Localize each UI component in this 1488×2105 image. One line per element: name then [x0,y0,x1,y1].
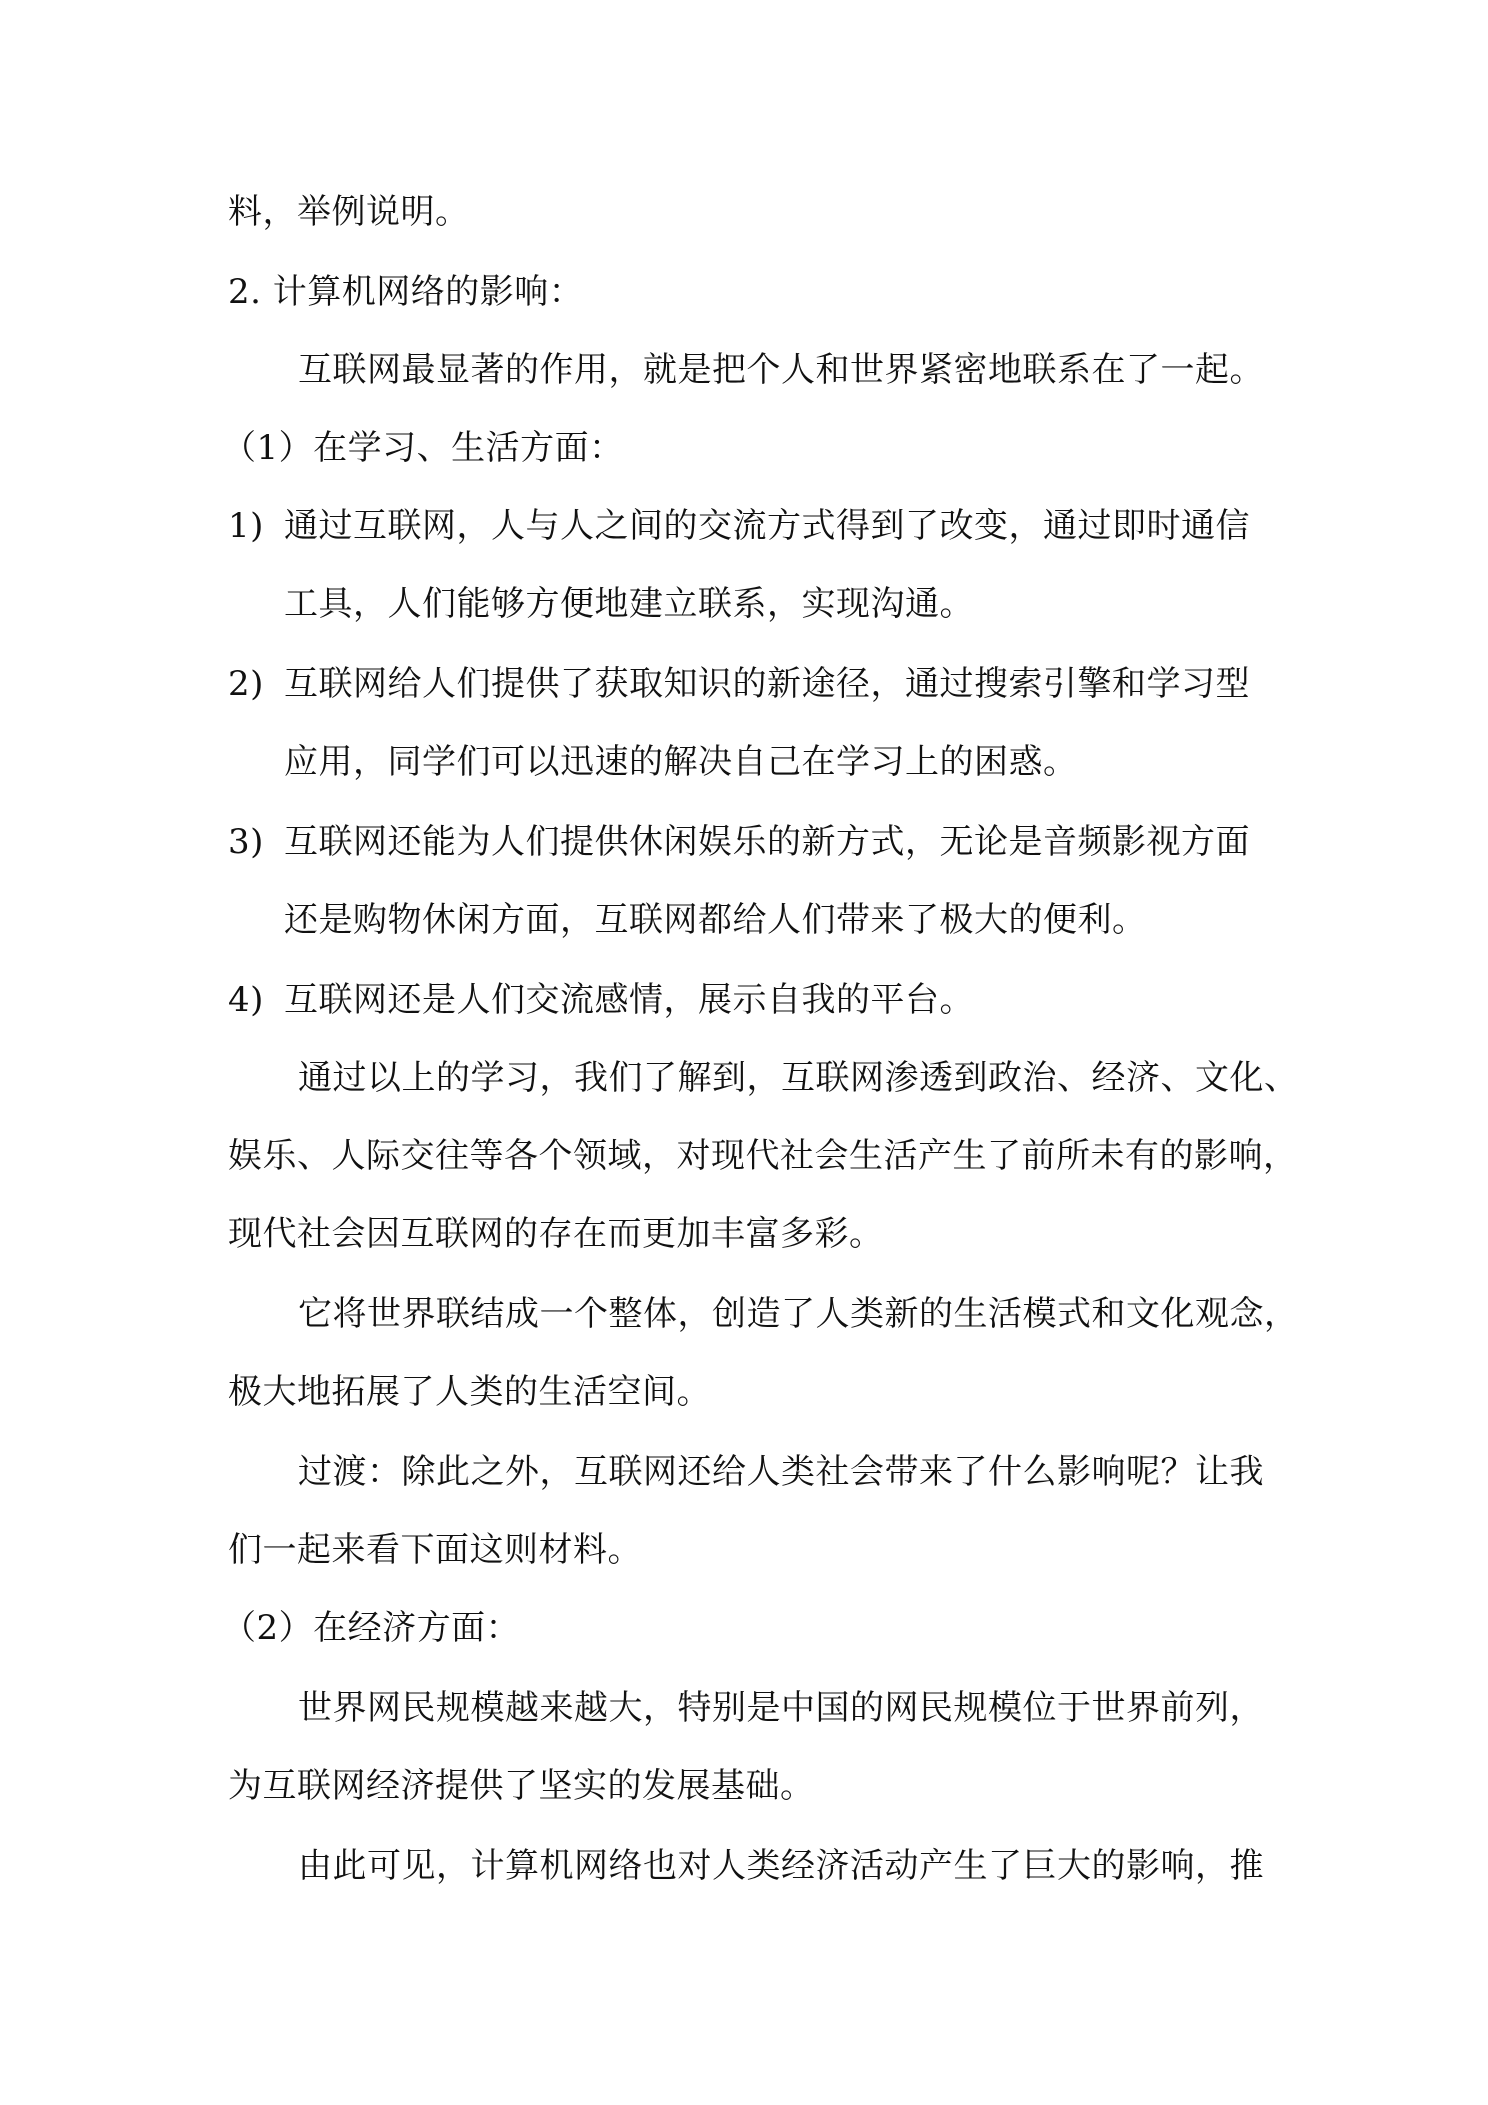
list-item-text: 互联网给人们提供了获取知识的新途径，通过搜索引擎和学习型 [284,664,1250,704]
list-item [228,980,974,1020]
list-item [228,664,1250,704]
paragraph-line: 现代社会因互联网的存在而更加丰富多彩。 [228,1214,884,1254]
paragraph-line: 们一起来看下面这则材料。 [228,1530,642,1570]
list-item-number: 3) [228,822,264,862]
list-item-number: 4) [228,980,264,1020]
list-item-number: 1) [228,506,264,546]
section-heading: 2. 计算机网络的影响： [228,272,584,312]
paragraph-line: 为互联网经济提供了坚实的发展基础。 [228,1766,815,1806]
paragraph-line: 过渡：除此之外，互联网还给人类社会带来了什么影响呢？让我 [298,1452,1264,1492]
paragraph-line: 互联网最显著的作用，就是把个人和世界紧密地联系在了一起。 [298,350,1264,390]
paragraph-line: 世界网民规模越来越大，特别是中国的网民规模位于世界前列， [298,1688,1264,1728]
subsection-heading: （2）在经济方面： [222,1608,521,1648]
list-item [228,822,1250,862]
paragraph-line: 极大地拓展了人类的生活空间。 [228,1372,711,1412]
list-item-text: 互联网还是人们交流感情，展示自我的平台。 [284,980,974,1020]
subsection-heading: （1）在学习、生活方面： [222,428,624,468]
list-item-number: 2) [228,664,264,704]
paragraph-line: 它将世界联结成一个整体，创造了人类新的生活模式和文化观念， [298,1294,1299,1334]
text-line: 料，举例说明。 [228,192,470,232]
paragraph-line: 娱乐、人际交往等各个领域，对现代社会生活产生了前所未有的影响， [228,1136,1298,1176]
list-item [228,506,1250,546]
paragraph-line: 由此可见，计算机网络也对人类经济活动产生了巨大的影响，推 [298,1846,1264,1886]
list-item-continuation: 还是购物休闲方面，互联网都给人们带来了极大的便利。 [284,900,1147,940]
list-item-continuation: 应用，同学们可以迅速的解决自己在学习上的困惑。 [284,742,1078,782]
list-item-continuation: 工具，人们能够方便地建立联系，实现沟通。 [284,584,974,624]
list-item-text: 互联网还能为人们提供休闲娱乐的新方式，无论是音频影视方面 [284,822,1250,862]
paragraph-line: 通过以上的学习，我们了解到，互联网渗透到政治、经济、文化、 [298,1058,1299,1098]
list-item-text: 通过互联网，人与人之间的交流方式得到了改变，通过即时通信 [284,506,1250,546]
